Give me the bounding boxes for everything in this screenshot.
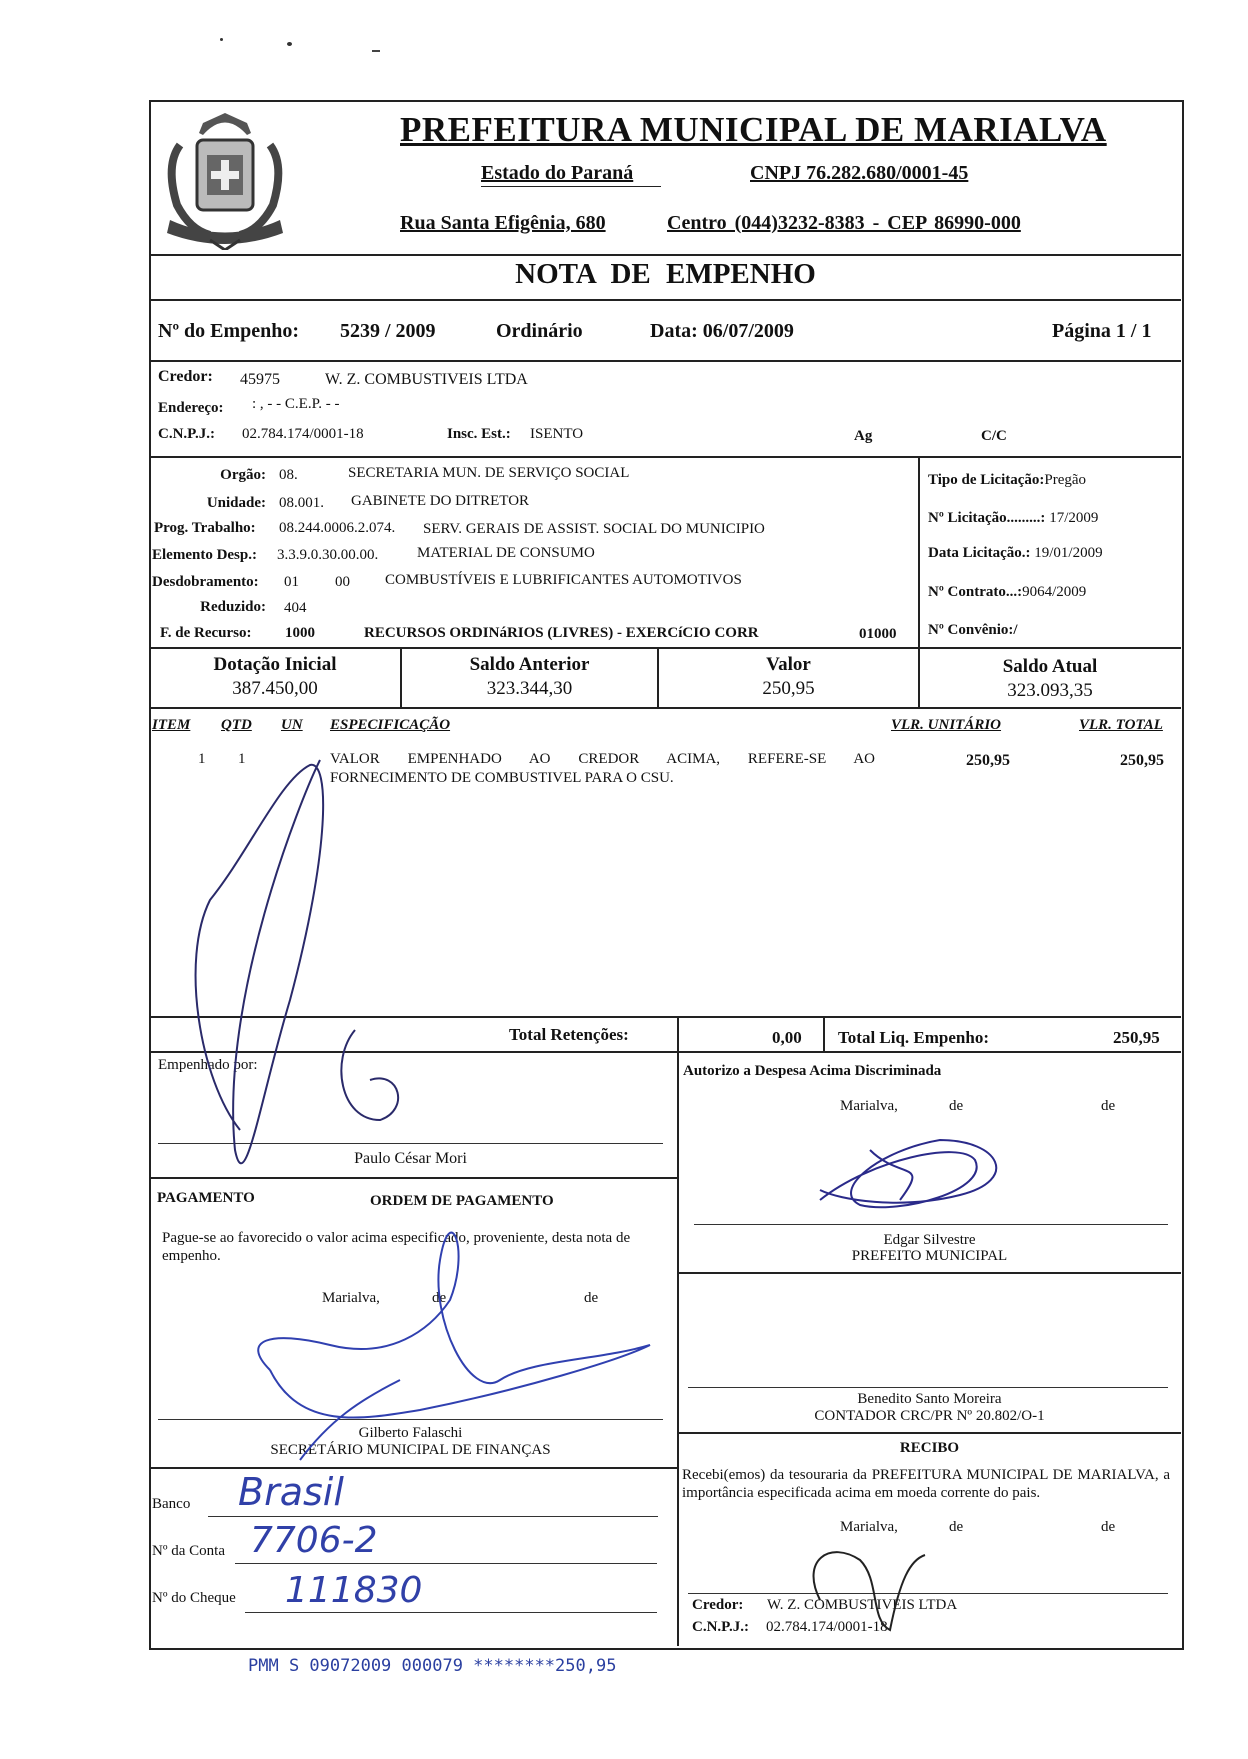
orgao-label: Orgão: xyxy=(220,467,266,483)
fonte-desc: RECURSOS ORDINáRIOS (LIVRES) - EXERCíCIO CORR xyxy=(364,625,759,641)
cc-label: C/C xyxy=(981,428,1007,444)
payment-stamp: PMM S 09072009 000079 ********250,95 xyxy=(248,1656,617,1676)
cnpj-value: 02.784.174/0001-18 xyxy=(242,426,364,442)
header-street: Rua Santa Efigênia, 680 xyxy=(400,212,606,234)
licitacao-convenio: Nº Convênio:/ xyxy=(928,622,1018,638)
cheque-value: 111830 xyxy=(285,1570,423,1611)
fonte-code2: 01000 xyxy=(859,626,897,642)
pagamento-de1: de xyxy=(432,1290,447,1306)
orgao-desc: SECRETARIA MUN. DE SERVIÇO SOCIAL xyxy=(348,465,630,481)
credor-code: 45975 xyxy=(240,371,280,388)
banco-label: Banco xyxy=(152,1496,191,1512)
header-state: Estado do Paraná xyxy=(481,162,634,184)
conta-label: Nº da Conta xyxy=(152,1543,225,1559)
recibo-de1: de xyxy=(949,1519,964,1535)
licitacao-tipo-label: Tipo de Licitação: xyxy=(928,472,1045,488)
row-item: 1 xyxy=(198,751,206,767)
licitacao-data-label: Data Licitação.: xyxy=(928,545,1031,561)
recibo-credor-value: W. Z. COMBUSTIVEIS LTDA xyxy=(767,1597,958,1613)
fonte-label: F. de Recurso: xyxy=(160,625,252,641)
signature-recibo xyxy=(814,1552,925,1630)
pagamento-de2: de xyxy=(584,1290,599,1306)
total-retencoes-label: Total Retenções: xyxy=(509,1025,629,1044)
saldo-atual-label: Saldo Atual xyxy=(1002,656,1098,677)
recibo-cnpj-value: 02.784.174/0001-18 xyxy=(766,1619,888,1635)
licitacao-num-label: Nº Licitação.........: xyxy=(928,510,1046,526)
pagamento-role: SECRETÁRIO MUNICIPAL DE FINANÇAS xyxy=(270,1442,551,1458)
contador-role: CONTADOR CRC/PR Nº 20.802/O-1 xyxy=(814,1408,1045,1424)
recibo-credor-label: Credor: xyxy=(692,1597,744,1613)
signature-financas-tail xyxy=(300,1380,400,1460)
fonte-code: 1000 xyxy=(285,625,315,641)
licitacao-contrato-value: 9064/2009 xyxy=(1022,584,1087,600)
reduzido-label: Reduzido: xyxy=(200,599,266,615)
autorizo-de2: de xyxy=(1101,1098,1116,1114)
recibo-city: Marialva, xyxy=(840,1519,898,1535)
col-vlr-unitario: VLR. UNITÁRIO xyxy=(891,717,1002,733)
row-total: 250,95 xyxy=(1120,752,1164,769)
unidade-label: Unidade: xyxy=(206,495,266,511)
pagamento-name: Gilberto Falaschi xyxy=(358,1425,463,1441)
endereco-label: Endereço: xyxy=(158,400,224,416)
col-qtd: QTD xyxy=(221,717,252,733)
ordem-pagamento-label: ORDEM DE PAGAMENTO xyxy=(370,1193,554,1209)
reduzido-value: 404 xyxy=(284,600,307,616)
licitacao-contrato-label: Nº Contrato...: xyxy=(928,584,1023,600)
dotacao-label: Dotação Inicial xyxy=(213,654,337,675)
unidade-desc: GABINETE DO DITRETOR xyxy=(351,493,530,509)
autorizo-city: Marialva, xyxy=(840,1098,898,1114)
desd-code1: 01 xyxy=(284,574,299,590)
prog-label: Prog. Trabalho: xyxy=(154,520,256,536)
doc-title: NOTA DE EMPENHO xyxy=(515,258,816,290)
signature-prefeito-tail xyxy=(870,1150,912,1200)
licitacao-data-value: 19/01/2009 xyxy=(1034,545,1103,561)
total-liq-label: Total Liq. Empenho: xyxy=(838,1028,989,1047)
contador-name: Benedito Santo Moreira xyxy=(857,1391,1002,1407)
row-unit: 250,95 xyxy=(966,752,1010,769)
signature-prefeito xyxy=(820,1140,996,1207)
insc-value: ISENTO xyxy=(530,426,584,442)
autorizo-label: Autorizo a Despesa Acima Discriminada xyxy=(683,1063,942,1079)
recibo-de2: de xyxy=(1101,1519,1116,1535)
licitacao-num-value: 17/2009 xyxy=(1049,510,1099,526)
saldo-anterior-label: Saldo Anterior xyxy=(469,654,590,675)
empenho-type: Ordinário xyxy=(496,320,583,342)
ag-label: Ag xyxy=(854,428,873,444)
header-cnpj: CNPJ 76.282.680/0001-45 xyxy=(750,162,969,184)
conta-value: 7706-2 xyxy=(250,1520,378,1561)
empenho-page: Página 1 / 1 xyxy=(1052,320,1152,342)
elem-label: Elemento Desp.: xyxy=(152,547,257,563)
orgao-code: 08. xyxy=(279,467,298,483)
insc-label: Insc. Est.: xyxy=(447,426,511,442)
endereco-value: : , - - C.E.P. - - xyxy=(252,396,340,412)
autorizo-name: Edgar Silvestre xyxy=(883,1232,976,1248)
row-spec-line2: FORNECIMENTO DE COMBUSTIVEL PARA O CSU. xyxy=(330,770,674,786)
signature-empenhado-loop xyxy=(341,1030,398,1120)
desd-code2: 00 xyxy=(335,574,350,590)
desd-label: Desdobramento: xyxy=(152,574,259,590)
col-item: ITEM xyxy=(152,717,191,733)
pagamento-label: PAGAMENTO xyxy=(157,1190,255,1206)
signature-empenhado xyxy=(196,760,324,1163)
prog-desc: SERV. GERAIS DE ASSIST. SOCIAL DO MUNICIPIO xyxy=(423,521,765,537)
cnpj-label: C.N.P.J.: xyxy=(158,426,215,442)
autorizo-role: PREFEITO MUNICIPAL xyxy=(851,1248,1008,1264)
row-qtd: 1 xyxy=(238,751,246,767)
row-spec-line1: VALOR EMPENHADO AO CREDOR ACIMA, REFERE-SE AO xyxy=(330,751,875,767)
col-un: UN xyxy=(281,717,303,733)
credor-name: W. Z. COMBUSTIVEIS LTDA xyxy=(325,371,528,388)
col-vlr-total: VLR. TOTAL xyxy=(1079,717,1163,733)
saldo-atual-value: 323.093,35 xyxy=(1007,680,1093,701)
dotacao-value: 387.450,00 xyxy=(232,678,318,699)
valor-label: Valor xyxy=(766,654,811,675)
total-retencoes-value: 0,00 xyxy=(772,1028,802,1047)
prog-code: 08.244.0006.2.074. xyxy=(279,520,396,536)
empenho-number: 5239 / 2009 xyxy=(340,320,436,342)
credor-label: Credor: xyxy=(158,368,213,385)
empenhado-label: Empenhado por: xyxy=(158,1057,258,1073)
banco-value: Brasil xyxy=(238,1470,344,1514)
empenho-date: Data: 06/07/2009 xyxy=(650,320,794,342)
unidade-code: 08.001. xyxy=(279,495,324,511)
licitacao-tipo-value: Pregão xyxy=(1044,472,1087,488)
signature-financas xyxy=(258,1233,650,1418)
total-liq-value: 250,95 xyxy=(1113,1028,1160,1047)
elem-code: 3.3.9.0.30.00.00. xyxy=(277,547,379,563)
valor-value: 250,95 xyxy=(762,678,815,699)
header-address: Centro (044)3232-8383 - CEP 86990-000 xyxy=(667,212,1021,234)
pagamento-text: Pague-se ao favorecido o valor acima especificado, proveniente, desta nota de empenho. xyxy=(162,1230,631,1264)
header-title: PREFEITURA MUNICIPAL DE MARIALVA xyxy=(400,110,1107,149)
empenho-label: Nº do Empenho: xyxy=(158,320,300,342)
empenhado-name: Paulo César Mori xyxy=(354,1150,467,1167)
saldo-anterior-value: 323.344,30 xyxy=(486,678,573,699)
cheque-label: Nº do Cheque xyxy=(152,1590,236,1606)
pagamento-city: Marialva, xyxy=(322,1290,380,1306)
col-especificacao: ESPECIFICAÇÃO xyxy=(330,717,451,733)
desd-desc: COMBUSTÍVEIS E LUBRIFICANTES AUTOMOTIVOS xyxy=(385,572,742,588)
autorizo-de1: de xyxy=(949,1098,964,1114)
elem-desc: MATERIAL DE CONSUMO xyxy=(417,545,595,561)
recibo-title: RECIBO xyxy=(899,1440,960,1456)
recibo-cnpj-label: C.N.P.J.: xyxy=(692,1619,749,1635)
recibo-text: Recebi(emos) da tesouraria da PREFEITURA MUNICIPAL DE MARIALVA, a importância especificada acima em moeda corrente do pais. xyxy=(682,1467,1170,1501)
